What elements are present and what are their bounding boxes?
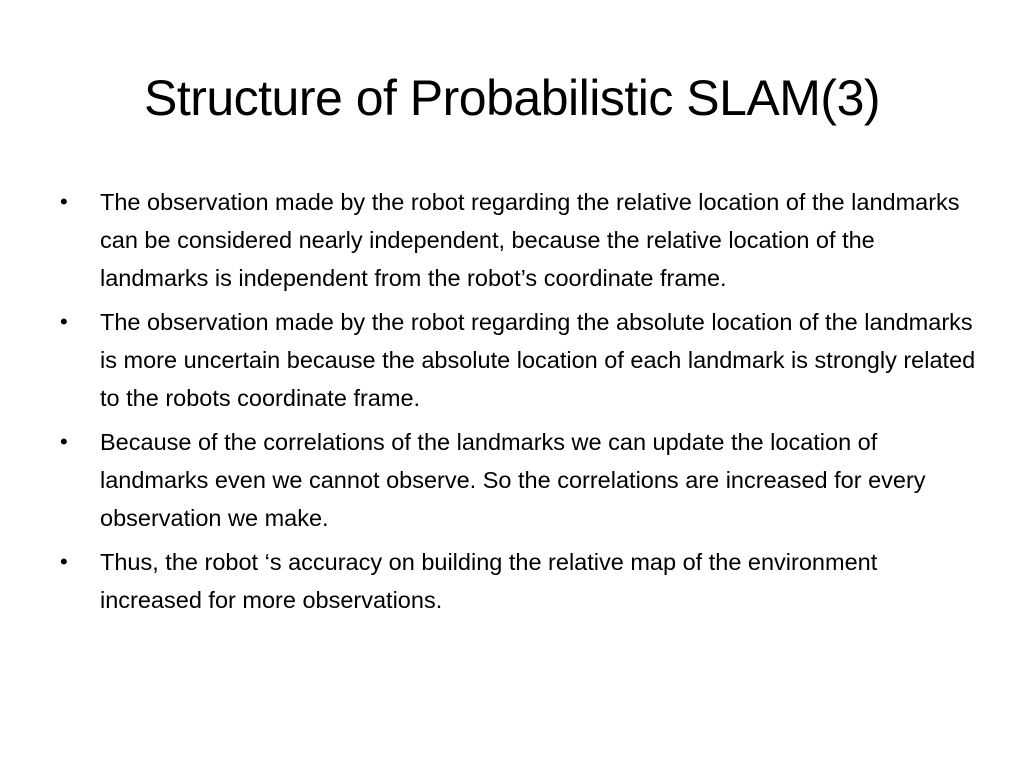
- bullet-icon: •: [60, 549, 68, 574]
- bullet-list: [60, 183, 980, 625]
- list-item: [60, 423, 980, 537]
- bullet-icon: •: [60, 429, 68, 454]
- bullet-text: The observation made by the robot regarding the relative location of the landmarks can be considered nearly independent, because the relative location of the landmarks is independent from the robot’s coordinate frame.: [100, 189, 960, 291]
- bullet-text: The observation made by the robot regarding the absolute location of the landmarks is more uncertain because the absolute location of each landmark is strongly related to the robots coordinate frame.: [100, 309, 976, 411]
- bullet-icon: •: [60, 309, 68, 334]
- list-item: [60, 543, 980, 619]
- bullet-text: Because of the correlations of the landmarks we can update the location of landmarks even we cannot observe. So the correlations are increased for every observation we make.: [100, 429, 926, 531]
- bullet-text: Thus, the robot ‘s accuracy on building the relative map of the environment increased for more observations.: [100, 549, 878, 613]
- slide-title: Structure of Probabilistic SLAM(3): [143, 70, 881, 126]
- list-item: [60, 183, 980, 297]
- list-item: [60, 303, 980, 417]
- bullet-icon: •: [60, 189, 68, 214]
